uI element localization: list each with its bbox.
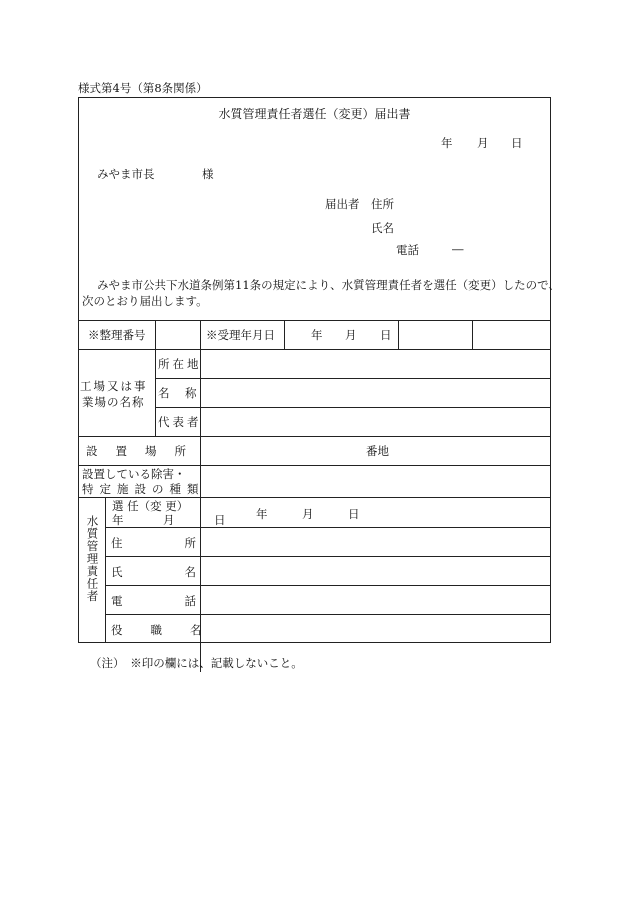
submitter-name-label: 氏名 <box>371 221 394 235</box>
addressee-honorific: 様 <box>202 167 214 181</box>
form-title: 水質管理責任者選任（変更）届出書 <box>218 107 411 121</box>
received-date-label: ※受理年月日 <box>206 328 275 342</box>
name-field[interactable] <box>201 379 550 406</box>
date-year: 年 <box>441 136 453 150</box>
manager-name-field[interactable] <box>201 557 550 584</box>
manager-phone-label: 電話 <box>111 594 258 608</box>
received-extra-field-1[interactable] <box>399 321 471 348</box>
manager-name-label: 氏名 <box>111 565 258 579</box>
manager-position-label: 役職名 <box>111 623 230 637</box>
manager-position-field[interactable] <box>201 615 550 642</box>
date-month: 月 <box>477 136 489 150</box>
appointment-day: 日 <box>348 507 360 521</box>
manager-address-field[interactable] <box>201 528 550 555</box>
body-text-line1: みやま市公共下水道条例第11条の規定により、水質管理責任者を選任（変更）したので、 <box>97 278 560 292</box>
location-field[interactable] <box>201 350 550 377</box>
ref-number-label: ※整理番号 <box>88 328 146 342</box>
addressee-name: みやま市長 <box>97 167 155 181</box>
submitter-phone-dash: ― <box>452 242 464 256</box>
received-extra-field-2[interactable] <box>473 321 550 348</box>
appointment-label-line2: 年 月 日 <box>112 513 240 527</box>
received-month: 月 <box>345 328 357 342</box>
factory-name-label-line1: 工場又は事 <box>80 379 148 393</box>
facility-type-field[interactable] <box>201 466 550 496</box>
facility-type-label-line2: 特定施設の種類 <box>82 482 205 496</box>
manager-address-label: 住所 <box>111 536 258 550</box>
appointment-year: 年 <box>256 507 268 521</box>
received-day: 日 <box>380 328 392 342</box>
received-year: 年 <box>311 328 323 342</box>
name-label: 名 称 <box>158 386 199 400</box>
factory-name-label-line2: 業場の名称 <box>82 395 145 409</box>
manager-vertical-label: 水質管理責任者 <box>85 515 100 603</box>
submitter-phone-label: 電話 <box>396 243 419 257</box>
facility-type-label-line1: 設置している除害・ <box>82 467 186 481</box>
form-number: 様式第4号（第8条関係） <box>78 81 208 95</box>
submitter-label: 届出者 <box>325 197 360 211</box>
date-day: 日 <box>511 136 523 150</box>
representative-field[interactable] <box>201 408 550 435</box>
location-label: 所在地 <box>158 357 202 371</box>
banchi-label: 番地 <box>366 444 389 458</box>
manager-phone-field[interactable] <box>201 586 550 613</box>
representative-label: 代表者 <box>158 415 202 429</box>
footnote: （注） ※印の欄には、記載しないこと。 <box>90 656 303 670</box>
appointment-label-line1: 選 任（変 更） <box>112 499 189 513</box>
submitter-address-label: 住所 <box>371 197 394 211</box>
ref-number-field[interactable] <box>156 321 199 348</box>
body-text-line2: 次のとおり届出します。 <box>82 294 208 308</box>
appointment-month: 月 <box>302 507 314 521</box>
installation-place-label: 設置場所 <box>86 444 204 458</box>
